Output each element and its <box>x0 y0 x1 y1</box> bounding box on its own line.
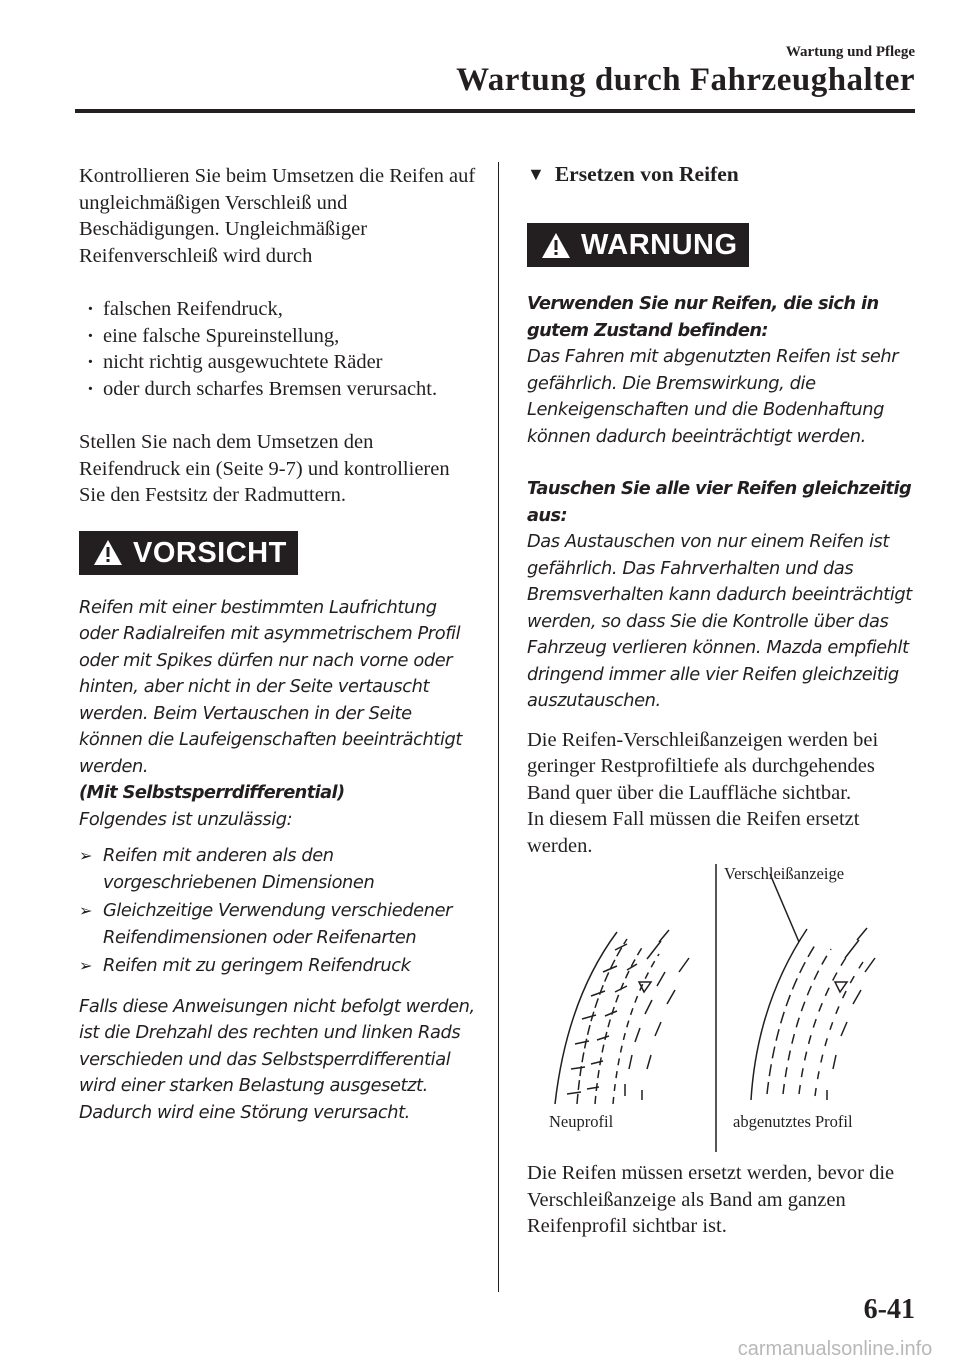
lsd-result: Falls diese Anweisungen nicht befolgt werden, ist die Drehzahl des rechten und linken Rads verschieden und das Selbstsperrdifferential wird einer starken Belastung ausgesetzt. <box>79 995 475 1096</box>
watermark: carmanualsonline.info <box>710 1336 960 1362</box>
intro-paragraph: Kontrollieren Sie beim Umsetzen die Reifen auf ungleichmäßigen Verschleiß und Beschädigungen. Ungleichmäßiger Reifenverschleiß wird durch <box>79 165 476 267</box>
triangle-down-icon: ▼ <box>527 164 545 184</box>
list-item: · nicht richtig ausgewuchtete Räder <box>79 349 479 376</box>
list-item: · oder durch scharfes Bremsen verursacht. <box>79 376 479 403</box>
lsd-heading: (Mit Selbstsperrdifferential) <box>79 782 345 803</box>
warning-badge <box>527 223 749 267</box>
arrow-right-icon: ➢ <box>79 846 93 865</box>
column-divider <box>498 162 499 1292</box>
causes-list <box>79 296 479 402</box>
list-item: ➢ Reifen mit zu geringem Reifendruck <box>79 953 479 980</box>
arrow-right-icon: ➢ <box>79 956 93 975</box>
lsd-list <box>79 843 479 980</box>
wear-indicator-paragraph: Die Reifen-Verschleißanzeigen werden bei geringer Restprofiltiefe als durchgehendes Band quer über die Lauffläche sichtbar. <box>527 728 879 804</box>
section-heading: ▼ Ersetzen von Reifen <box>527 162 739 186</box>
replace-paragraph: In diesem Fall müssen die Reifen ersetzt werden. <box>527 808 860 857</box>
replace-before-paragraph: Die Reifen müssen ersetzt werden, bevor die Verschleißanzeige als Band am ganzen Reifenprofil sichtbar ist. <box>527 1162 895 1237</box>
caution-badge <box>79 531 298 575</box>
header-rule <box>75 109 915 113</box>
indicator-label: Verschleißanzeige <box>724 864 845 883</box>
warning-triangle-icon <box>541 232 571 259</box>
new-tread-label: Neuprofil <box>549 1112 614 1131</box>
caution-box-wrap <box>79 531 479 575</box>
caution-label: VORSICHT <box>133 536 287 569</box>
list-item: · falschen Reifendruck, <box>79 296 479 323</box>
tread-diagram <box>527 864 922 1154</box>
warning-1-heading: Verwenden Sie nur Reifen, die sich in gutem Zustand befinden: <box>527 293 879 341</box>
list-item: · eine falsche Spureinstellung, <box>79 323 479 350</box>
list-item: ➢ Reifen mit anderen als den vorgeschriebenen Dimensionen <box>79 845 375 893</box>
worn-tread-label: abgenutztes Profil <box>733 1112 853 1131</box>
warning-label: WARNUNG <box>581 229 738 261</box>
list-item: ➢ Gleichzeitige Verwendung verschiedener Reifendimensionen oder Reifenarten <box>79 900 453 948</box>
warning-1-text: Das Fahren mit abgenutzten Reifen ist sehr gefährlich. Die Bremswirkung, die Lenkeigenschaften und die Bodenhaftung können dadurch beeinträchtigt werden. <box>527 346 899 447</box>
warning-box-wrap <box>527 223 922 267</box>
right-column <box>527 160 922 1240</box>
arrow-right-icon: ➢ <box>79 901 93 920</box>
lsd-result-2: Dadurch wird eine Störung verursacht. <box>79 1101 410 1123</box>
warning-2-heading: Tauschen Sie alle vier Reifen gleichzeitig aus: <box>527 478 912 526</box>
warning-2-text: Das Austauschen von nur einem Reifen ist gefährlich. Das Fahrverhalten und das Bremsverhalten kann dadurch beeinträchtigt werden, so dass Sie die Kontrolle über das Fahrzeug verlieren können. Mazda empfiehlt dringend immer alle vier Reifen gleichzeitig auszutauschen. <box>527 531 912 711</box>
lsd-intro: Folgendes ist unzulässig: <box>79 808 293 830</box>
page-title: Wartung durch Fahrzeughalter <box>456 62 915 98</box>
caution-text: Reifen mit einer bestimmten Laufrichtung oder Radialreifen mit asymmetrischem Profil oder mit Spikes dürfen nur nach vorne oder hinten, aber nicht in der Seite vertauscht werden. Beim Vertauschen in der Seite können die Laufeigenschaften beeinträchtigt werden. <box>79 596 462 777</box>
left-column <box>79 163 479 1126</box>
section-title: Wartung und Pflege <box>785 44 915 60</box>
warning-triangle-icon <box>93 539 123 566</box>
after-rotation-paragraph: Stellen Sie nach dem Umsetzen den Reifendruck ein (Seite 9-7) und kontrollieren Sie den Festsitz der Radmuttern. <box>79 431 450 506</box>
page-number: 6-41 <box>863 1294 915 1325</box>
tread-figure <box>527 864 922 1154</box>
